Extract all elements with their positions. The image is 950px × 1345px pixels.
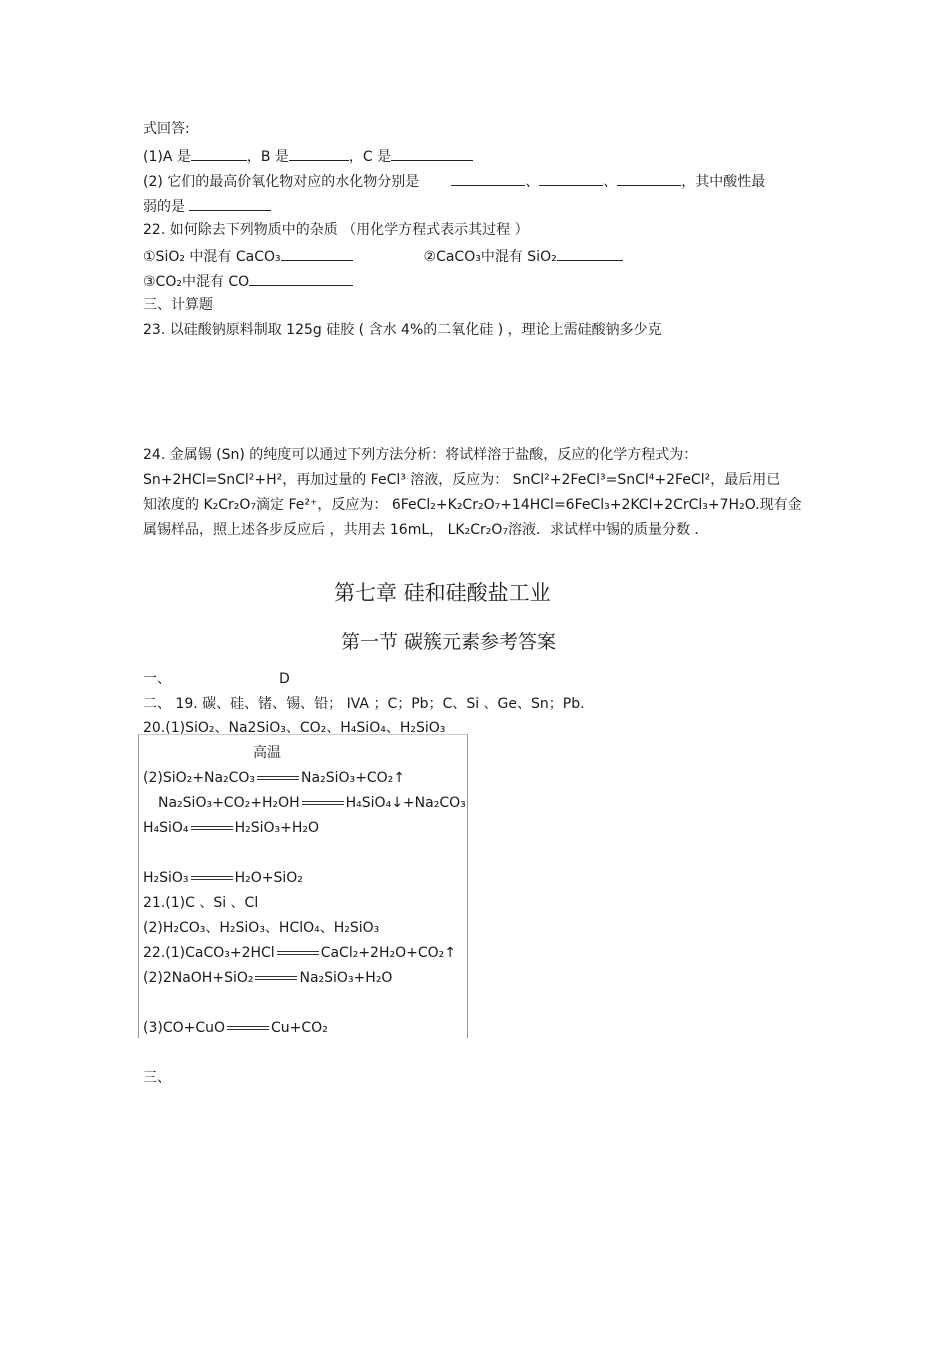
sep2: 、 (603, 174, 618, 190)
eq-left: H₂SiO₃ (143, 870, 189, 886)
blank-a (191, 146, 247, 161)
eq-left: Na₂SiO₃+CO₂+H₂OH (158, 795, 300, 811)
blank-22-3 (249, 271, 353, 286)
eq-right: H₂O+SiO₂ (234, 870, 303, 886)
q24-line2: Sn+2HCl=SnCl²+H²，再加过量的 FeCl³ 溶液，反应为： SnCl²+2FeCl³=SnCl⁴+2FeCl²，最后用已 (143, 472, 781, 488)
answer-20-4 (143, 819, 319, 837)
q24-line3: 知浓度的 K₂Cr₂O₇滴定 Fe²⁺，反应为： 6FeCl₂+K₂Cr₂O₇+14HCl=6FeCl₃+2KCl+2CrCl₃+7H₂O.现有金 (143, 497, 802, 513)
condition-high-temp: 高温 (253, 745, 281, 761)
eq-right: Na₂SiO₃+H₂O (299, 970, 393, 986)
equals-sign (255, 976, 297, 980)
q21-1-b: ，B 是 (246, 149, 289, 165)
blank-hydrate-3 (617, 171, 681, 186)
blank-22-1 (281, 246, 353, 261)
answer-1-label: 一、 (143, 671, 171, 687)
q21-1-a: (1)A 是 (143, 149, 191, 165)
q22-3: ③CO₂中混有 CO (143, 274, 250, 290)
q21-part1 (143, 146, 473, 166)
chapter-title: 第七章 硅和硅酸盐工业 (334, 581, 551, 605)
equals-sign (191, 876, 233, 880)
eq-left: 22.(1)CaCO₃+2HCl (143, 945, 275, 961)
q21-2-c: 弱的是 (143, 199, 185, 215)
blank-b (289, 146, 349, 161)
answer-20-2 (143, 769, 405, 787)
equals-sign (257, 776, 299, 780)
blank-22-2 (557, 246, 623, 261)
eq-left: H₄SiO₄ (143, 820, 189, 836)
blank-hydrate-1 (451, 171, 525, 186)
blank-c (391, 146, 473, 161)
answer-20-1: 20.(1)SiO₂、Na2SiO₃、CO₂、H₄SiO₄、H₂SiO₃ (143, 720, 446, 736)
equals-sign (277, 951, 319, 955)
blank-weakest (189, 196, 271, 211)
q21-part2-cont (143, 196, 271, 216)
answer-22-3 (143, 1019, 328, 1037)
q24-line1: 24. 金属锡 (Sn) 的纯度可以通过下列方法分析：将试样溶于盐酸，反应的化学方程式为： (143, 447, 698, 463)
sep1: 、 (525, 174, 540, 190)
eq-right: H₄SiO₄↓+Na₂CO₃ (345, 795, 466, 811)
answer-22-1 (143, 944, 456, 962)
q22-row2 (143, 271, 353, 291)
answer-20-5 (143, 869, 303, 887)
eq-right: Cu+CO₂ (271, 1020, 328, 1036)
q22-2: ②CaCO₃中混有 SiO₂ (423, 249, 557, 265)
answer-1-value: D (279, 671, 290, 687)
answer-3-label: 三、 (143, 1070, 171, 1086)
answer-22-2 (143, 969, 392, 987)
equals-sign (227, 1026, 269, 1030)
eq-right: H₂SiO₃+H₂O (234, 820, 319, 836)
answer-1 (143, 670, 290, 688)
q21-2-b: ，其中酸性最 (681, 174, 766, 190)
equals-sign (302, 801, 344, 805)
section-title: 第一节 碳簇元素参考答案 (341, 631, 557, 653)
q22-row1 (143, 246, 623, 266)
q21-part2 (143, 171, 765, 191)
q22-1: ①SiO₂ 中混有 CaCO₃ (143, 249, 281, 265)
eq-right: Na₂SiO₃+CO₂↑ (301, 770, 405, 786)
blank-hydrate-2 (539, 171, 603, 186)
q22-title: 22. 如何除去下列物质中的杂质 （用化学方程式表示其过程 ） (143, 222, 529, 238)
equals-sign (191, 826, 233, 830)
answer-2: 二、 19. 碳、硅、锗、锡、铅； IVA ；C；Pb；C、Si 、Ge、Sn；Pb. (143, 696, 585, 712)
answer-21-2: (2)H₂CO₃、H₂SiO₃、HClO₄、H₂SiO₃ (143, 920, 380, 936)
answer-21-1: 21.(1)C 、Si 、Cl (143, 895, 259, 911)
eq-left: (3)CO+CuO (143, 1020, 226, 1036)
q21-2-a: (2) 它们的最高价氧化物对应的水化物分别是 (143, 174, 420, 190)
q21-1-c: ，C 是 (348, 149, 392, 165)
answer-20-3 (158, 794, 466, 812)
section-3-title: 三、计算题 (143, 297, 213, 313)
q23: 23. 以硅酸钠原料制取 125g 硅胶 ( 含水 4%的二氧化硅 ) ，理论上需硅酸钠多少克 (143, 322, 662, 338)
q21-intro: 式回答: (143, 121, 190, 137)
eq-right: CaCl₂+2H₂O+CO₂↑ (320, 945, 456, 961)
q24-line4: 属锡样品，照上述各步反应后 ，共用去 16mL， LK₂Cr₂O₇溶液．求试样中锡的质量分数 ． (143, 522, 709, 538)
eq-left: (2)SiO₂+Na₂CO₃ (143, 770, 256, 786)
eq-left: (2)2NaOH+SiO₂ (143, 970, 254, 986)
